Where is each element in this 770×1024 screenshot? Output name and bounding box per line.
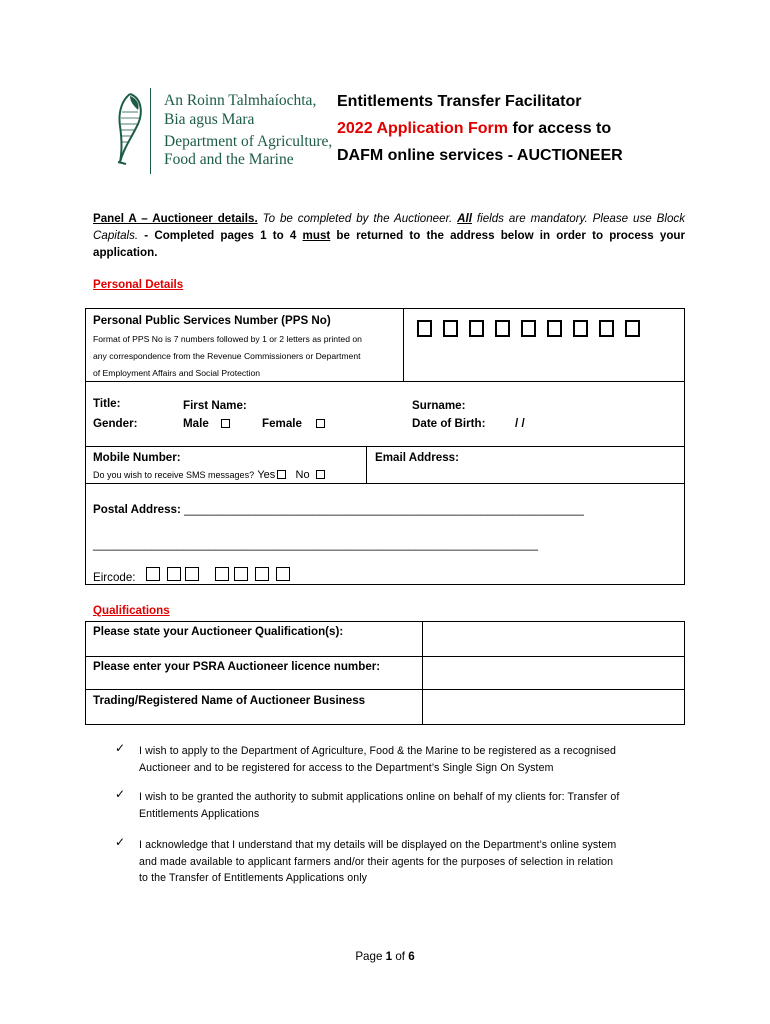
harp-icon xyxy=(112,92,146,168)
dept-name-irish-2: Bia agus Mara xyxy=(164,111,255,128)
postal-address-label: Postal Address: ______________________________________________________________ xyxy=(93,503,584,516)
eircode-char-box[interactable] xyxy=(255,567,269,581)
page-number: Page 1 of 6 xyxy=(355,950,415,963)
eircode-char-box[interactable] xyxy=(185,567,199,581)
qualification-input[interactable] xyxy=(423,622,684,656)
eircode-char-box[interactable] xyxy=(146,567,160,581)
surname-label: Surname: xyxy=(412,399,466,412)
pps-char-box[interactable] xyxy=(625,320,640,337)
mobile-label: Mobile Number: xyxy=(93,451,181,464)
declaration-item: I acknowledge that I understand that my details will be displayed on the Department’s online system and made available to applicant farmers and/or their agents for the purposes of selection in relation to the Transfer of Entitlements Applications only xyxy=(139,839,617,884)
intro-paragraph: Panel A – Auctioneer details. To be completed by the Auctioneer. All fields are mandatory. Please use Block Capitals. - Completed pages 1 to 4 must be returned to the address below in order to process your application. xyxy=(93,212,685,259)
sms-no-checkbox[interactable] xyxy=(316,470,325,479)
dept-name-english-1: Department of Agriculture, xyxy=(164,133,333,150)
dept-name-irish-1: An Roinn Talmhaíochta, xyxy=(164,92,317,109)
pps-note-2: any correspondence from the Revenue Commissioners or Department xyxy=(93,351,361,361)
pps-char-box[interactable] xyxy=(547,320,562,337)
title-label: Title: xyxy=(93,397,121,410)
dob-label: Date of Birth: xyxy=(412,417,486,430)
qualification-label: Please state your Auctioneer Qualification(s): xyxy=(93,625,344,638)
form-title-line2: 2022 Application Form for access to xyxy=(337,120,612,137)
first-name-label: First Name: xyxy=(183,399,247,412)
pps-label: Personal Public Services Number (PPS No) xyxy=(93,314,331,327)
qualifications-heading: Qualifications xyxy=(93,604,170,617)
postal-address-line-1[interactable]: ______________________________________________________________ xyxy=(184,503,584,516)
psra-licence-input[interactable] xyxy=(423,657,684,689)
checkmark-icon: ✓ xyxy=(115,835,126,849)
female-checkbox[interactable] xyxy=(316,419,325,428)
postal-address-line-2[interactable]: _____________________________________________________________________ xyxy=(93,538,538,551)
dob-separators: / / xyxy=(515,417,525,430)
sms-question-row: Do you wish to receive SMS messages? Yes No xyxy=(93,468,325,481)
personal-details-heading: Personal Details xyxy=(93,278,184,291)
pps-char-box[interactable] xyxy=(417,320,432,337)
eircode-label: Eircode: xyxy=(93,571,136,584)
logo-divider xyxy=(150,88,151,174)
dept-name-english-2: Food and the Marine xyxy=(164,151,294,168)
gender-label: Gender: xyxy=(93,417,138,430)
form-title-line3: DAFM online services - AUCTIONEER xyxy=(337,147,623,164)
trading-name-label: Trading/Registered Name of Auctioneer Business xyxy=(93,694,366,707)
eircode-char-box[interactable] xyxy=(276,567,290,581)
pps-char-box[interactable] xyxy=(599,320,614,337)
email-label: Email Address: xyxy=(375,451,459,464)
eircode-char-box[interactable] xyxy=(167,567,181,581)
psra-licence-label: Please enter your PSRA Auctioneer licence number: xyxy=(93,660,381,673)
declaration-item: I wish to be granted the authority to submit applications online on behalf of my clients for: Transfer of Entitlements Applications xyxy=(139,791,620,820)
eircode-char-box[interactable] xyxy=(234,567,248,581)
pps-char-box[interactable] xyxy=(521,320,536,337)
gender-female-option[interactable]: Female xyxy=(262,417,325,430)
pps-note-1: Format of PPS No is 7 numbers followed by 1 or 2 letters as printed on xyxy=(93,334,362,344)
eircode-char-box[interactable] xyxy=(215,567,229,581)
male-checkbox[interactable] xyxy=(221,419,230,428)
trading-name-input[interactable] xyxy=(423,690,684,724)
declaration-item: I wish to apply to the Department of Agriculture, Food & the Marine to be registered as a recognised Auctioneer and to be registered for access to the Department’s Single Sign On System xyxy=(139,745,616,774)
gender-male-option[interactable]: Male xyxy=(183,417,230,430)
pps-char-box[interactable] xyxy=(443,320,458,337)
pps-char-box[interactable] xyxy=(469,320,484,337)
form-title-line1: Entitlements Transfer Facilitator xyxy=(337,93,582,110)
pps-note-3: of Employment Affairs and Social Protection xyxy=(93,368,261,378)
pps-char-box[interactable] xyxy=(495,320,510,337)
checkmark-icon: ✓ xyxy=(115,787,126,801)
pps-char-box[interactable] xyxy=(573,320,588,337)
sms-yes-checkbox[interactable] xyxy=(277,470,286,479)
checkmark-icon: ✓ xyxy=(115,741,126,755)
form-year-label: 2022 Application Form xyxy=(337,120,508,137)
